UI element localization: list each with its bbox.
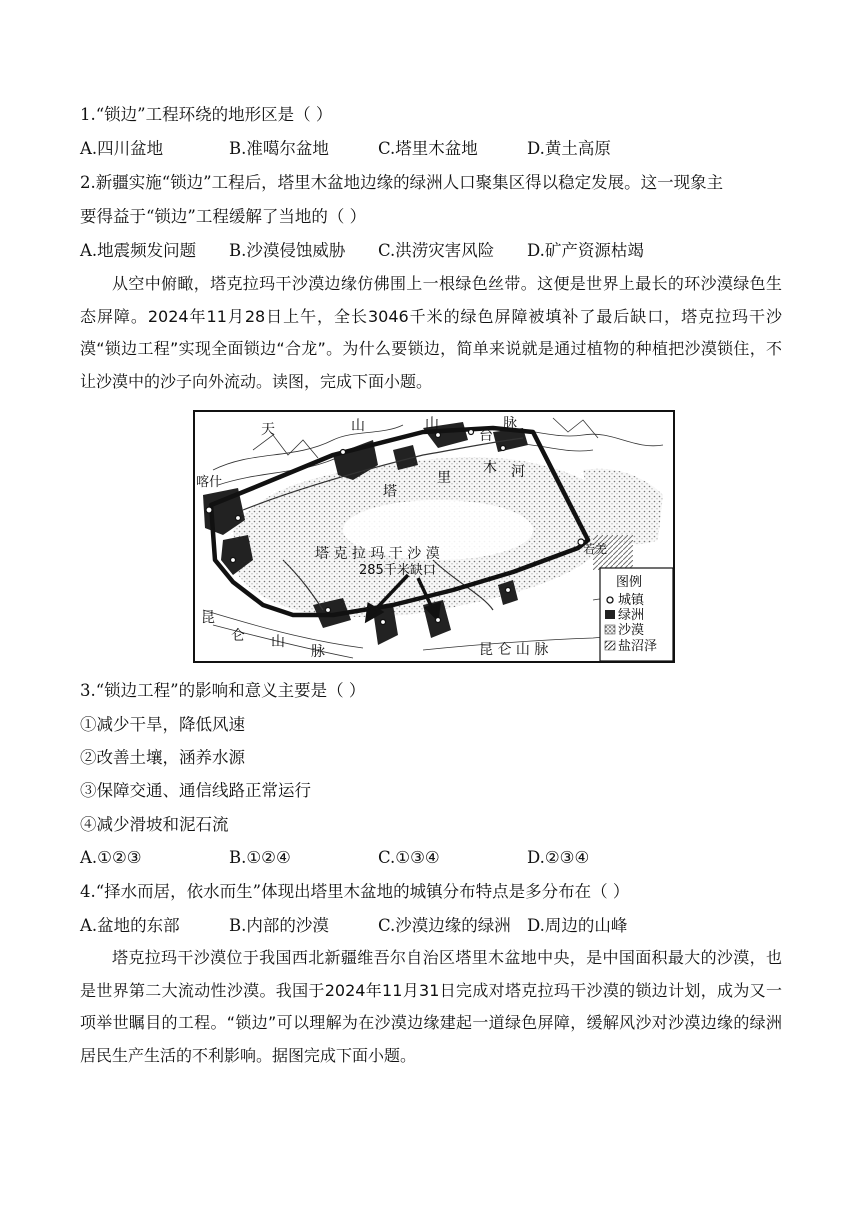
town-hotan (326, 608, 331, 613)
town (236, 516, 241, 521)
q2-option-b: B.沙漠侵蚀威胁 (229, 241, 346, 260)
q1-option-b: B.准噶尔盆地 (229, 139, 329, 158)
legend-title: 图例 (616, 575, 643, 590)
town-qiemo (506, 588, 511, 593)
label-shan-left: 山 (271, 634, 285, 650)
legend-salt-marsh-label: 盐沼泽 (618, 639, 658, 654)
map-svg (193, 410, 675, 663)
q2-stem-line2: 要得益于“锁边”工程缓解了当地的（ ） (80, 207, 367, 226)
reading-passage-1: 从空中俯瞰，塔克拉玛干沙漠边缘仿佛围上一根绿色丝带。这便是世界上最长的环沙漠绿色生态屏障。2024年11月28日上午，全长3046千米的绿色屏障被填补了最后缺口，塔克拉玛干沙漠“锁边工程”实现全面锁边“合龙”。为什么要锁边，简单来说就是通过植物的种植把沙漠锁住，不让沙漠中的沙子向外流动。读图，完成下面小题。 (80, 274, 782, 391)
q3-item-1: ①减少干旱，降低风速 (80, 715, 245, 734)
legend-oasis-label: 绿洲 (618, 608, 645, 623)
label-he: 河 (511, 464, 525, 480)
tarim-basin-map (193, 410, 675, 663)
reading-passage-2: 塔克拉玛干沙漠位于我国西北新疆维吾尔自治区塔里木盆地中央，是中国面积最大的沙漠，也是世界第二大流动性沙漠。我国于2024年11月31日完成对塔克拉玛干沙漠的锁边计划，成为又一项举世瞩目的工程。“锁边”可以理解为在沙漠边缘建起一道绿色屏障，缓解风沙对沙漠边缘的绿洲居民生产生活的不利影响。据图完成下面小题。 (80, 948, 782, 1065)
q3-option-a: A.①②③ (80, 848, 142, 867)
q2-option-c: C.洪涝灾害风险 (378, 241, 495, 260)
q3-item-4: ④减少滑坡和泥石流 (80, 815, 229, 834)
town-luntai (469, 430, 474, 435)
q3-item-2: ②改善土壤，涵养水源 (80, 748, 245, 767)
q3-stem: 3.“锁边工程”的影响和意义主要是（ ） (80, 681, 366, 700)
q3-option-b: B.①②④ (229, 848, 291, 867)
label-ruoqiang: 若羌 (583, 542, 608, 556)
legend-desert-icon (605, 625, 615, 634)
q4-option-c: C.沙漠边缘的绿洲 (378, 916, 511, 935)
town (436, 618, 441, 623)
label-li: 里 (437, 470, 451, 486)
q3-item-3: ③保障交通、通信线路正常运行 (80, 781, 311, 800)
q4-option-b: B.内部的沙漠 (229, 916, 329, 935)
q1-stem: 1.“锁边”工程环绕的地形区是（ ） (80, 105, 333, 124)
label-mu: 木 (483, 460, 497, 476)
label-tai: 台 (479, 428, 493, 444)
town-korla (501, 446, 506, 451)
town (231, 558, 236, 563)
label-kun-left: 昆 (201, 610, 215, 626)
label-shan-2: 山 (425, 416, 439, 432)
label-ta: 塔 (383, 484, 397, 500)
town (436, 433, 441, 438)
label-gap: 285千米缺口 (359, 563, 436, 578)
legend-oasis-icon (605, 610, 615, 619)
label-shan-1: 山 (351, 418, 365, 434)
label-mai-1: 脉 (503, 416, 517, 432)
q1-option-a: A.四川盆地 (80, 139, 164, 158)
label-desert: 塔 克 拉 玛 干 沙 漠 (315, 546, 440, 562)
legend-town-label: 城镇 (618, 593, 645, 608)
label-kashi: 喀什 (196, 475, 223, 490)
label-tian: 天 (261, 422, 275, 438)
label-mai-left: 脉 (311, 644, 325, 660)
q3-option-c: C.①③④ (378, 848, 440, 867)
q4-stem: 4.“择水而居，依水而生”体现出塔里木盆地的城镇分布特点是多分布在（ ） (80, 882, 630, 901)
legend-desert-label: 沙漠 (618, 623, 645, 638)
q1-option-d: D.黄土高原 (527, 139, 611, 158)
label-lun-left: 仑 (231, 628, 245, 644)
town (381, 620, 386, 625)
q1-option-c: C.塔里木盆地 (378, 139, 478, 158)
q4-option-d: D.周边的山峰 (527, 916, 628, 935)
q3-option-d: D.②③④ (527, 848, 590, 867)
town-kashi (206, 507, 212, 513)
label-kunlun-right: 昆 仑 山 脉 (479, 642, 549, 658)
q2-option-a: A.地震频发问题 (80, 241, 197, 260)
q4-option-a: A.盆地的东部 (80, 916, 180, 935)
town (341, 450, 346, 455)
legend-town-icon (607, 597, 613, 603)
map-legend (600, 568, 673, 661)
legend-salt-marsh-icon (605, 641, 615, 650)
q2-option-d: D.矿产资源枯竭 (527, 241, 644, 260)
q2-stem-line1: 2.新疆实施“锁边”工程后，塔里木盆地边缘的绿洲人口聚集区得以稳定发展。这一现象主 (80, 173, 724, 192)
